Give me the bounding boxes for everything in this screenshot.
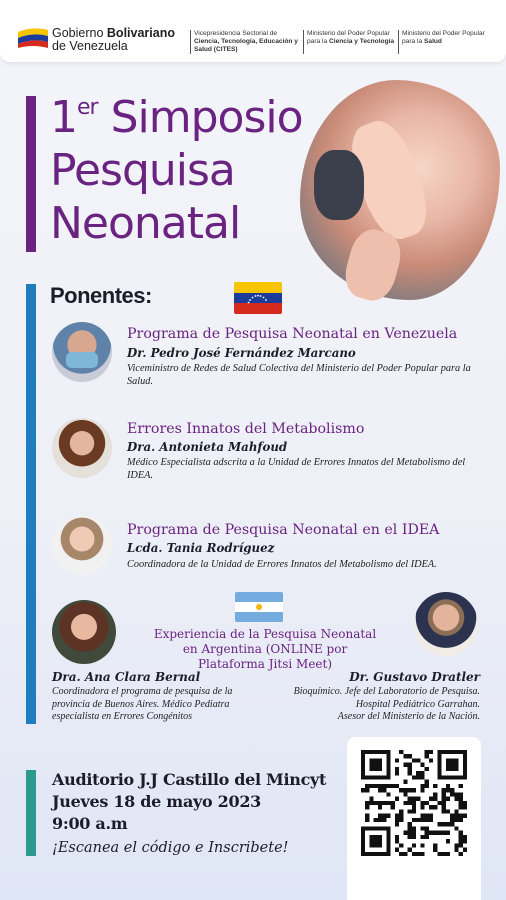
speaker-photo [414, 592, 478, 656]
event-time: 9:00 a.m [52, 814, 128, 833]
talk-title: Experiencia de la Pesquisa Neonatal en Argentina (ONLINE por Plataforma Jitsi Meet) [153, 627, 377, 671]
header-cites: Vicepresidencia Sectorial de Ciencia, Tecnología, Educación y Salud (CITES) [194, 30, 298, 53]
page-title-line1: 1er Simposio [50, 92, 303, 143]
government-logo-text: Gobierno Bolivariano de Venezuela [52, 26, 175, 53]
event-date: Jueves 18 de mayo 2023 [52, 792, 261, 811]
page-title-line3: Neonatal [50, 198, 241, 249]
hero-baby-feet-photo [300, 80, 500, 300]
speaker-name: Dr. Pedro José Fernández Marcano [127, 346, 356, 360]
speaker-name: Dr. Gustavo Dratler [349, 670, 480, 684]
speakers-accent-bar [26, 284, 36, 724]
speaker-name: Dra. Ana Clara Bernal [52, 670, 201, 684]
header-mincyt: Ministerio del Poder Popular para la Ciencia y Tecnología [307, 30, 395, 45]
speaker-photo [52, 418, 112, 478]
talk-title: Errores Innatos del Metabolismo [127, 421, 365, 437]
speakers-heading: Ponentes: [50, 283, 152, 308]
header-minsalud: Ministerio del Poder Popular para la Salud [402, 30, 485, 45]
speaker-photo [52, 515, 112, 575]
venezuela-flag-icon [234, 282, 282, 314]
speaker-name: Dra. Antonieta Mahfoud [127, 440, 288, 454]
header-divider [398, 30, 399, 54]
event-cta: ¡Escanea el código e Inscribete! [52, 840, 289, 856]
qr-code-icon[interactable] [361, 750, 467, 856]
header-divider [190, 30, 191, 54]
venezuela-flag-icon [18, 26, 48, 48]
speaker-role: Coordinadora el programa de pesquisa de la provincia de Buenos Aires. Médico Pediatra especialista en Errores Congénitos [52, 686, 233, 722]
speaker-photo [52, 600, 116, 664]
header-divider [303, 30, 304, 54]
speaker-photo [52, 322, 112, 382]
argentina-flag-icon [235, 592, 283, 622]
speaker-role: Bioquímico. Jefe del Laboratorio de Pesquisa. Hospital Pediátrico Garrahan. Asesor del Ministerio de la Nación. [293, 686, 480, 722]
speaker-role: Médico Especialista adscrita a la Unidad de Errores Innatos del Metabolismo del IDEA. [127, 457, 466, 481]
speaker-role: Coordinadora de la Unidad de Errores Innatos del Metabolismo del IDEA. [127, 559, 437, 570]
talk-title: Programa de Pesquisa Neonatal en el IDEA [127, 522, 440, 538]
page-title-line2: Pesquisa [50, 145, 235, 196]
speaker-name: Lcda. Tania Rodríguez [127, 541, 275, 555]
talk-title: Programa de Pesquisa Neonatal en Venezuela [127, 326, 458, 342]
event-accent-bar [26, 770, 36, 856]
speaker-role: Viceministro de Redes de Salud Colectiva del Ministerio del Poder Popular para la Salud. [127, 363, 471, 387]
event-venue: Auditorio J.J Castillo del Mincyt [52, 770, 327, 789]
header-bar [0, 0, 506, 62]
title-accent-bar [26, 96, 36, 252]
